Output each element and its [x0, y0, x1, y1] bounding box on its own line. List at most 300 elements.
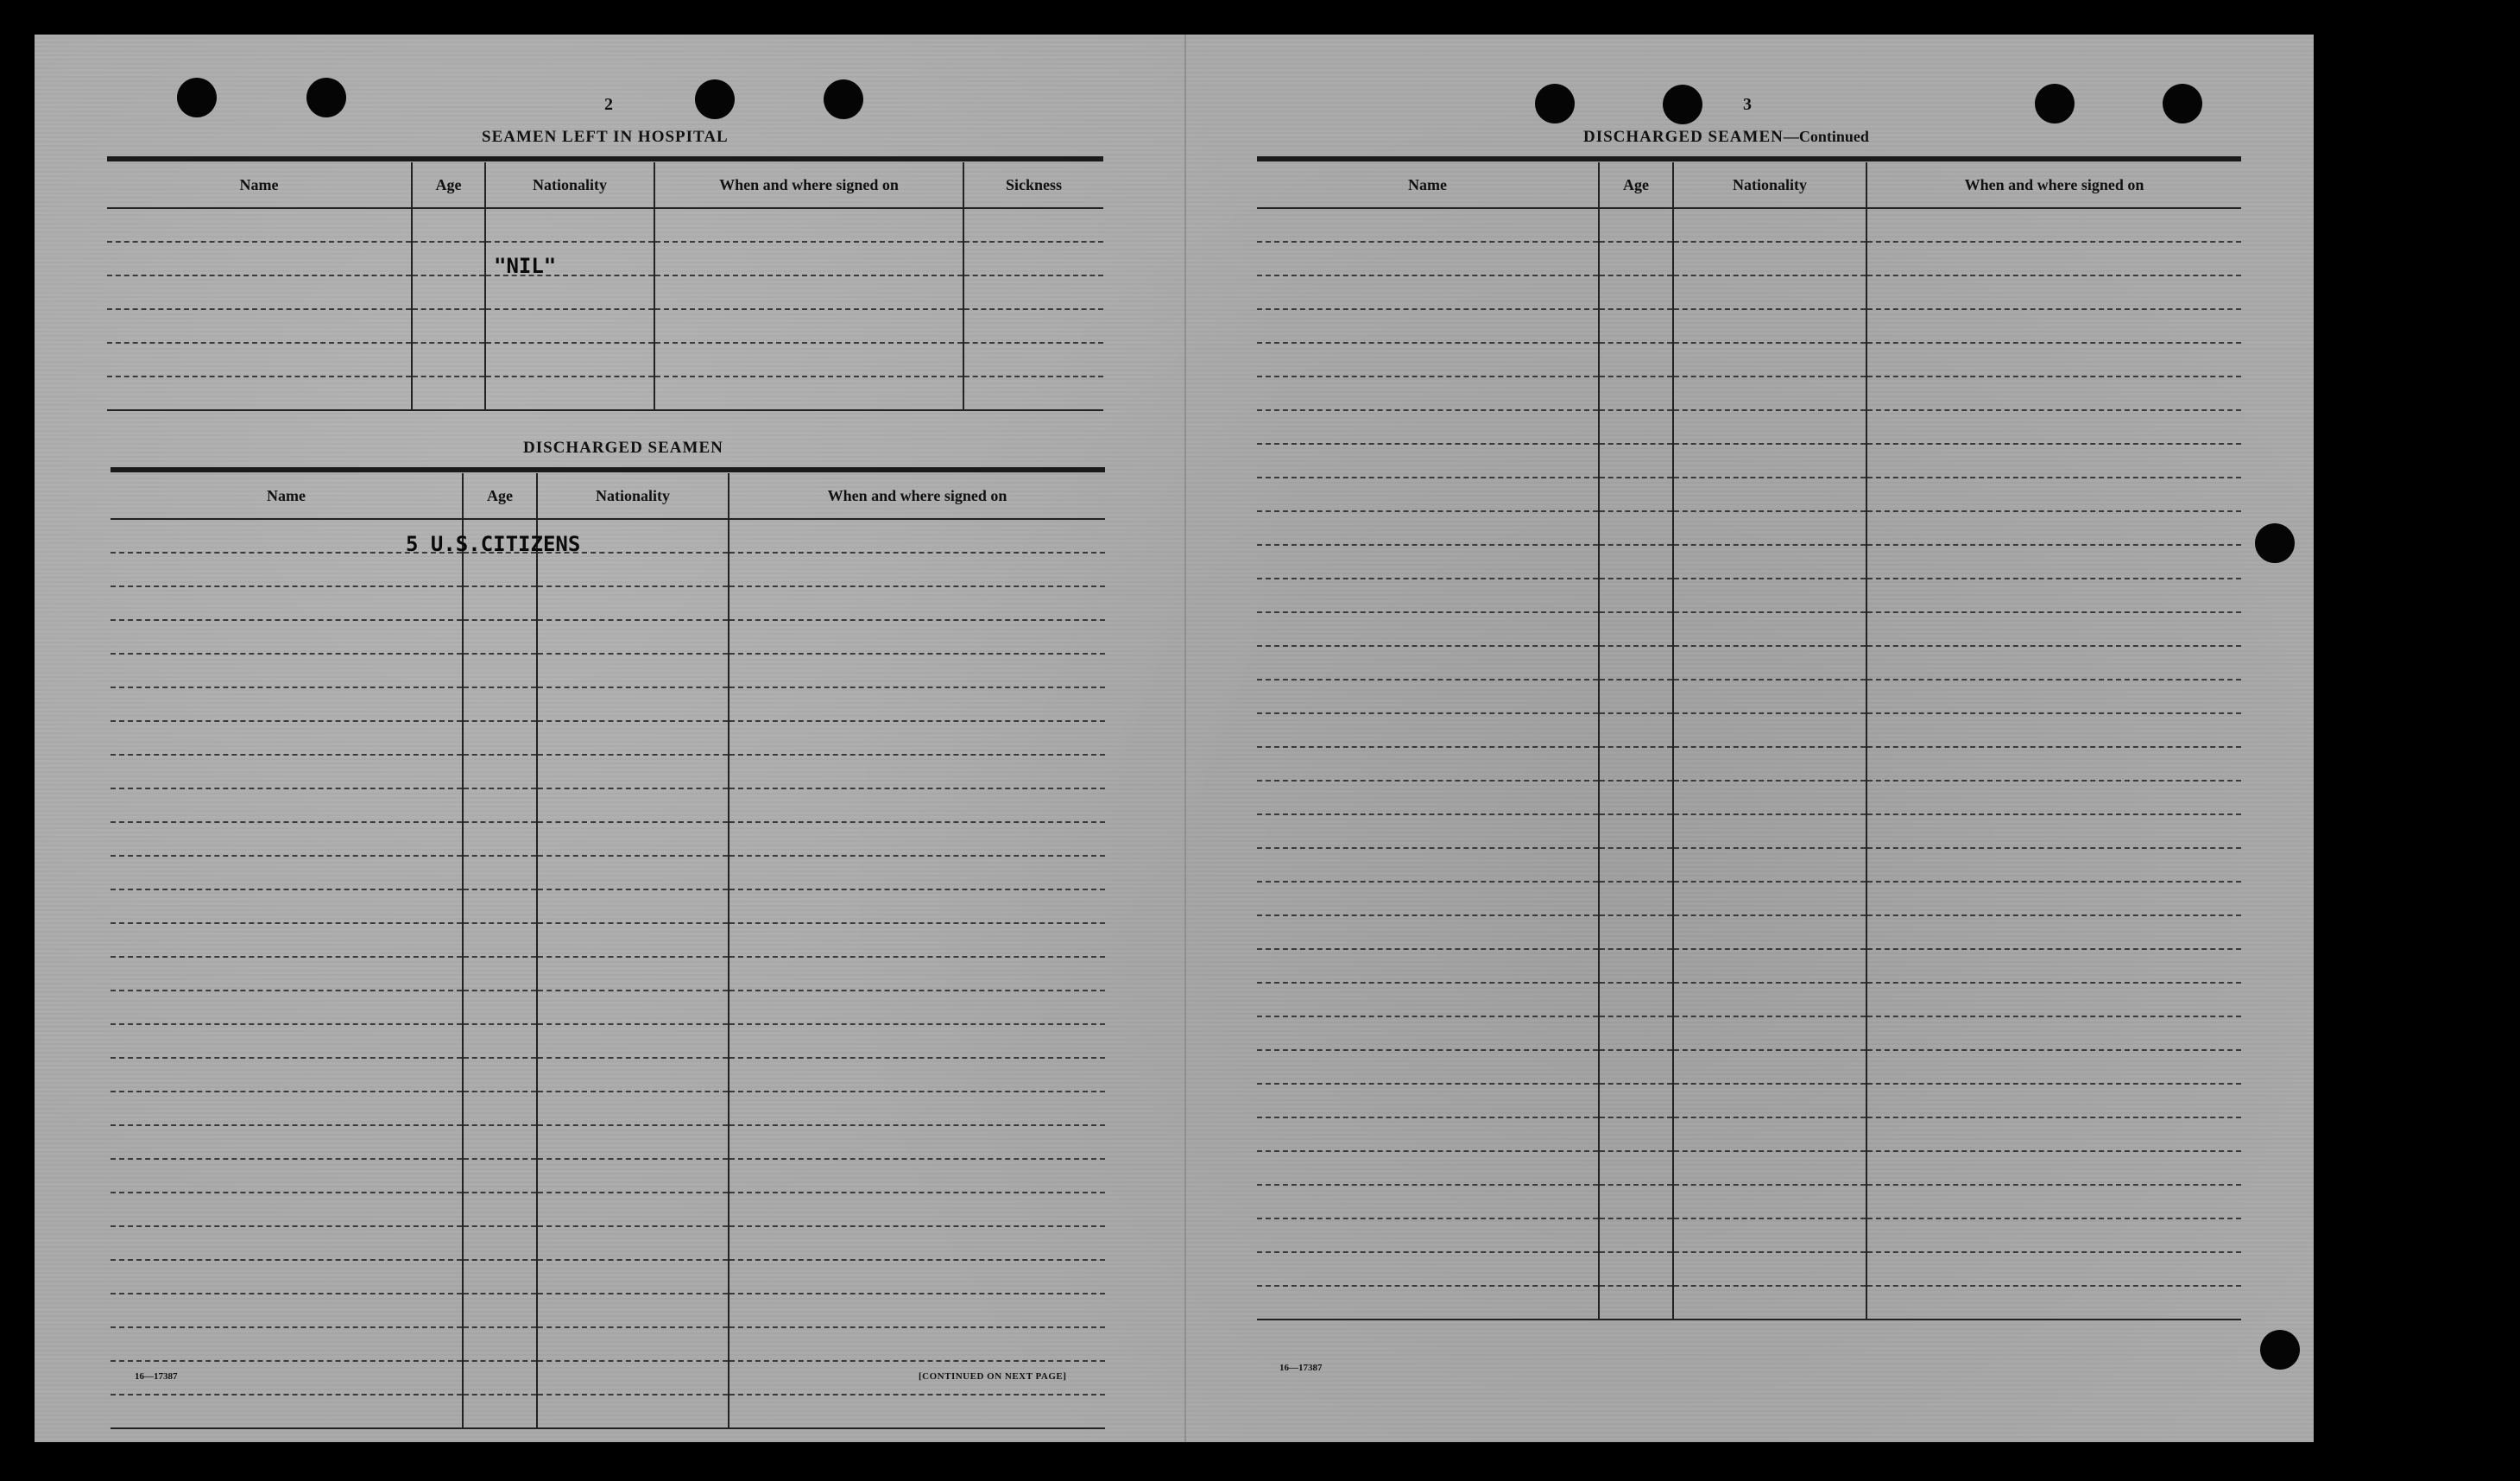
table-row — [1257, 983, 2241, 1016]
table-cell — [963, 208, 1103, 242]
table-cell — [463, 1092, 537, 1125]
table-cell — [1599, 410, 1673, 444]
table-row — [111, 1226, 1105, 1260]
table-cell — [1673, 949, 1866, 983]
table-row — [1257, 1286, 2241, 1320]
column-header-nationality: Nationality — [537, 473, 729, 519]
table-cell — [463, 654, 537, 687]
table-cell — [729, 1327, 1105, 1361]
table-row — [111, 856, 1105, 889]
table-cell — [111, 1327, 463, 1361]
hospital-table — [107, 162, 1103, 411]
table-cell — [1866, 309, 2241, 343]
table-cell — [1673, 646, 1866, 680]
table-cell — [111, 1193, 463, 1226]
table-cell — [729, 553, 1105, 586]
table-cell — [1599, 747, 1673, 781]
table-row — [111, 1159, 1105, 1193]
table-cell — [729, 620, 1105, 654]
table-cell — [537, 856, 729, 889]
table-cell — [111, 856, 463, 889]
table-cell — [537, 822, 729, 856]
table-cell — [537, 1361, 729, 1395]
table-cell — [654, 309, 963, 343]
table-row — [107, 208, 1103, 242]
table-row — [111, 1193, 1105, 1226]
table-row — [1257, 747, 2241, 781]
table-cell — [111, 990, 463, 1024]
table-cell — [537, 1395, 729, 1428]
table-row — [1257, 848, 2241, 882]
table-cell — [1257, 1050, 1599, 1084]
table-cell — [111, 1395, 463, 1428]
table-cell — [1257, 983, 1599, 1016]
table-cell — [1257, 579, 1599, 612]
table-cell — [1673, 680, 1866, 713]
table-cell — [1599, 983, 1673, 1016]
table-cell — [1866, 915, 2241, 949]
table-cell — [537, 721, 729, 755]
column-header-signed-on: When and where signed on — [654, 162, 963, 208]
table-cell — [1673, 1218, 1866, 1252]
discharged-continued-table — [1257, 162, 2241, 1320]
table-cell — [729, 1226, 1105, 1260]
table-cell — [111, 654, 463, 687]
table-cell — [1599, 242, 1673, 275]
table-cell — [111, 1125, 463, 1159]
table-cell — [1257, 747, 1599, 781]
table-cell — [1599, 949, 1673, 983]
table-row — [107, 275, 1103, 309]
table-cell — [111, 1226, 463, 1260]
section-rule — [107, 156, 1103, 161]
table-cell — [537, 990, 729, 1024]
table-row — [111, 586, 1105, 620]
table-cell — [1673, 781, 1866, 814]
table-cell — [111, 957, 463, 990]
table-cell — [1673, 410, 1866, 444]
table-cell — [729, 586, 1105, 620]
table-row — [1257, 646, 2241, 680]
table-cell — [729, 519, 1105, 553]
table-cell — [463, 1193, 537, 1226]
table-row — [1257, 444, 2241, 478]
table-row — [1257, 1252, 2241, 1286]
table-row — [1257, 915, 2241, 949]
table-cell — [1866, 1151, 2241, 1185]
column-header-age: Age — [463, 473, 537, 519]
table-row — [111, 755, 1105, 788]
table-row — [111, 957, 1105, 990]
table-row — [111, 721, 1105, 755]
table-cell — [463, 788, 537, 822]
table-row — [107, 309, 1103, 343]
table-cell — [537, 586, 729, 620]
column-header-signed-on: When and where signed on — [729, 473, 1105, 519]
punch-hole — [1535, 84, 1575, 123]
table-cell — [1866, 1117, 2241, 1151]
table-cell — [463, 1058, 537, 1092]
table-cell — [1257, 410, 1599, 444]
table-cell — [463, 1159, 537, 1193]
table-cell — [463, 856, 537, 889]
table-cell — [1599, 915, 1673, 949]
table-header-row — [111, 473, 1105, 519]
table-row — [111, 553, 1105, 586]
table-cell — [1257, 242, 1599, 275]
table-cell — [1673, 208, 1866, 242]
table-row — [107, 377, 1103, 410]
table-cell — [654, 208, 963, 242]
table-cell — [111, 1159, 463, 1193]
table-cell — [1673, 343, 1866, 377]
table-row — [1257, 1016, 2241, 1050]
table-row — [1257, 1117, 2241, 1151]
table-cell — [729, 1058, 1105, 1092]
table-cell — [729, 1125, 1105, 1159]
page-number: 2 — [604, 95, 613, 114]
table-cell — [1599, 343, 1673, 377]
table-row — [1257, 1151, 2241, 1185]
table-cell — [1673, 1286, 1866, 1320]
table-row — [1257, 1218, 2241, 1252]
table-cell — [1257, 781, 1599, 814]
table-row — [111, 1395, 1105, 1428]
table-cell — [537, 889, 729, 923]
table-cell — [537, 1092, 729, 1125]
table-cell — [729, 654, 1105, 687]
column-header-age: Age — [412, 162, 485, 208]
punch-hole — [2035, 84, 2075, 123]
table-row — [111, 620, 1105, 654]
continued-note: [CONTINUED ON NEXT PAGE] — [919, 1371, 1067, 1382]
table-cell — [729, 721, 1105, 755]
table-cell — [1673, 309, 1866, 343]
table-cell — [537, 1058, 729, 1092]
column-header-age: Age — [1599, 162, 1673, 208]
table-cell — [463, 586, 537, 620]
table-cell — [1673, 612, 1866, 646]
table-row — [1257, 410, 2241, 444]
table-cell — [1257, 343, 1599, 377]
table-cell — [1673, 1151, 1866, 1185]
table-cell — [1599, 1252, 1673, 1286]
table-cell — [1673, 882, 1866, 915]
table-row — [1257, 781, 2241, 814]
table-row — [111, 889, 1105, 923]
punch-hole — [306, 78, 346, 117]
table-cell — [1257, 713, 1599, 747]
table-cell — [111, 755, 463, 788]
column-header-name: Name — [107, 162, 412, 208]
table-cell — [729, 1159, 1105, 1193]
table-cell — [1257, 275, 1599, 309]
table-cell — [111, 923, 463, 957]
table-row — [107, 343, 1103, 377]
table-cell — [963, 275, 1103, 309]
table-cell — [1866, 983, 2241, 1016]
table-cell — [463, 957, 537, 990]
table-row — [111, 1260, 1105, 1294]
table-cell — [1257, 1218, 1599, 1252]
section-rule — [111, 467, 1105, 472]
table-cell — [111, 620, 463, 654]
table-cell — [537, 687, 729, 721]
table-cell — [485, 309, 654, 343]
table-row — [1257, 478, 2241, 511]
table-cell — [412, 275, 485, 309]
table-cell — [654, 275, 963, 309]
table-cell — [1673, 983, 1866, 1016]
table-cell — [1257, 511, 1599, 545]
table-cell — [729, 788, 1105, 822]
table-cell — [463, 1226, 537, 1260]
table-row — [1257, 511, 2241, 545]
table-row — [1257, 343, 2241, 377]
table-cell — [1866, 646, 2241, 680]
table-row — [1257, 1185, 2241, 1218]
table-cell — [537, 1327, 729, 1361]
table-cell — [111, 1260, 463, 1294]
table-cell — [111, 788, 463, 822]
table-cell — [1673, 1050, 1866, 1084]
table-cell — [654, 377, 963, 410]
table-row — [111, 519, 1105, 553]
form-number: 16—17387 — [1279, 1363, 1323, 1373]
table-cell — [1866, 713, 2241, 747]
table-cell — [1599, 1050, 1673, 1084]
table-cell — [1866, 377, 2241, 410]
table-cell — [1257, 814, 1599, 848]
column-header-nationality: Nationality — [1673, 162, 1866, 208]
table-cell — [1257, 208, 1599, 242]
continued-section-title-main: DISCHARGED SEAMEN — [1583, 128, 1784, 146]
table-cell — [963, 343, 1103, 377]
table-cell — [729, 1260, 1105, 1294]
column-header-name: Name — [111, 473, 463, 519]
table-header-row — [107, 162, 1103, 208]
table-row — [1257, 882, 2241, 915]
table-cell — [654, 343, 963, 377]
table-cell — [729, 755, 1105, 788]
table-cell — [111, 721, 463, 755]
table-cell — [111, 889, 463, 923]
table-cell — [1599, 882, 1673, 915]
table-cell — [729, 1294, 1105, 1327]
table-cell — [1673, 1016, 1866, 1050]
table-cell — [1599, 680, 1673, 713]
table-cell — [1257, 478, 1599, 511]
table-cell — [1673, 478, 1866, 511]
table-cell — [463, 1361, 537, 1395]
table-cell — [1257, 1286, 1599, 1320]
table-cell — [729, 856, 1105, 889]
table-cell — [729, 1395, 1105, 1428]
table-cell — [963, 309, 1103, 343]
table-row — [1257, 612, 2241, 646]
table-cell — [729, 990, 1105, 1024]
table-row — [111, 1125, 1105, 1159]
table-cell — [963, 242, 1103, 275]
table-row — [111, 654, 1105, 687]
table-cell — [537, 1226, 729, 1260]
table-cell — [463, 553, 537, 586]
table-header-row — [1257, 162, 2241, 208]
table-cell — [1599, 309, 1673, 343]
table-cell — [1866, 612, 2241, 646]
table-cell — [1866, 1016, 2241, 1050]
table-cell — [463, 755, 537, 788]
page-number: 3 — [1743, 95, 1752, 114]
table-cell — [485, 343, 654, 377]
table-cell — [1866, 1084, 2241, 1117]
table-cell — [1673, 915, 1866, 949]
table-row — [1257, 309, 2241, 343]
table-cell — [1866, 814, 2241, 848]
table-row — [1257, 680, 2241, 713]
table-cell — [412, 242, 485, 275]
table-cell — [463, 1260, 537, 1294]
table-cell — [537, 957, 729, 990]
table-row — [111, 1024, 1105, 1058]
table-cell — [537, 1125, 729, 1159]
table-cell — [111, 1294, 463, 1327]
table-row — [111, 990, 1105, 1024]
table-row — [1257, 579, 2241, 612]
table-cell — [1599, 646, 1673, 680]
table-cell — [1257, 545, 1599, 579]
punch-hole — [695, 79, 735, 119]
table-row — [1257, 1050, 2241, 1084]
punch-hole — [824, 79, 863, 119]
table-cell — [1673, 1084, 1866, 1117]
table-cell — [107, 208, 412, 242]
table-cell — [729, 923, 1105, 957]
table-cell — [1599, 713, 1673, 747]
table-cell — [111, 822, 463, 856]
table-cell — [1257, 646, 1599, 680]
table-cell — [1257, 680, 1599, 713]
table-cell — [1866, 242, 2241, 275]
table-cell — [111, 1092, 463, 1125]
table-cell — [729, 687, 1105, 721]
table-cell — [463, 721, 537, 755]
column-header-sickness: Sickness — [963, 162, 1103, 208]
table-cell — [1866, 747, 2241, 781]
table-cell — [463, 1024, 537, 1058]
table-cell — [1599, 1151, 1673, 1185]
table-cell — [1673, 1185, 1866, 1218]
table-cell — [485, 275, 654, 309]
table-cell — [1599, 579, 1673, 612]
table-cell — [1599, 478, 1673, 511]
punch-hole — [2260, 1330, 2300, 1370]
table-cell — [1673, 1117, 1866, 1151]
table-cell — [1866, 1218, 2241, 1252]
table-cell — [537, 1024, 729, 1058]
form-number: 16—17387 — [135, 1371, 178, 1382]
table-cell — [1673, 275, 1866, 309]
punch-hole — [177, 78, 217, 117]
table-cell — [1257, 1252, 1599, 1286]
table-cell — [1599, 1286, 1673, 1320]
table-cell — [485, 377, 654, 410]
table-cell — [111, 586, 463, 620]
table-cell — [1257, 1117, 1599, 1151]
typed-entry-citizens: 5 U.S.CITIZENS — [406, 532, 581, 556]
table-cell — [537, 620, 729, 654]
table-cell — [537, 654, 729, 687]
hospital-section-title: SEAMEN LEFT IN HOSPITAL — [482, 128, 729, 146]
table-cell — [111, 1024, 463, 1058]
typed-entry-nil: "NIL" — [494, 254, 557, 278]
page-fold — [1184, 35, 1186, 1442]
table-cell — [1599, 208, 1673, 242]
table-cell — [1257, 848, 1599, 882]
table-cell — [463, 1327, 537, 1361]
table-cell — [1866, 848, 2241, 882]
table-cell — [463, 1395, 537, 1428]
table-cell — [1866, 511, 2241, 545]
table-cell — [729, 1092, 1105, 1125]
table-cell — [1866, 781, 2241, 814]
table-cell — [1866, 579, 2241, 612]
table-cell — [1257, 444, 1599, 478]
table-cell — [1599, 1016, 1673, 1050]
table-cell — [1866, 410, 2241, 444]
table-cell — [463, 687, 537, 721]
table-cell — [1673, 444, 1866, 478]
table-cell — [463, 620, 537, 654]
table-cell — [1673, 242, 1866, 275]
table-row — [1257, 545, 2241, 579]
table-cell — [1673, 747, 1866, 781]
table-cell — [1673, 1252, 1866, 1286]
table-cell — [1866, 1252, 2241, 1286]
table-cell — [1866, 1185, 2241, 1218]
table-cell — [111, 687, 463, 721]
table-cell — [537, 1260, 729, 1294]
table-cell — [1673, 814, 1866, 848]
table-cell — [1673, 579, 1866, 612]
table-cell — [107, 343, 412, 377]
table-cell — [1866, 680, 2241, 713]
table-row — [111, 923, 1105, 957]
table-cell — [1257, 612, 1599, 646]
table-cell — [107, 275, 412, 309]
table-cell — [463, 889, 537, 923]
table-cell — [1599, 781, 1673, 814]
table-row — [1257, 275, 2241, 309]
table-cell — [537, 553, 729, 586]
table-cell — [1673, 848, 1866, 882]
section-rule — [1257, 156, 2241, 161]
discharged-section-title: DISCHARGED SEAMEN — [523, 439, 723, 457]
table-cell — [537, 755, 729, 788]
table-cell — [1257, 1016, 1599, 1050]
table-cell — [1599, 612, 1673, 646]
table-row — [1257, 377, 2241, 410]
table-row — [1257, 242, 2241, 275]
column-header-nationality: Nationality — [485, 162, 654, 208]
table-cell — [729, 1024, 1105, 1058]
table-row — [1257, 713, 2241, 747]
table-cell — [537, 923, 729, 957]
table-cell — [463, 1125, 537, 1159]
table-cell — [1599, 545, 1673, 579]
table-cell — [537, 1159, 729, 1193]
table-cell — [412, 208, 485, 242]
